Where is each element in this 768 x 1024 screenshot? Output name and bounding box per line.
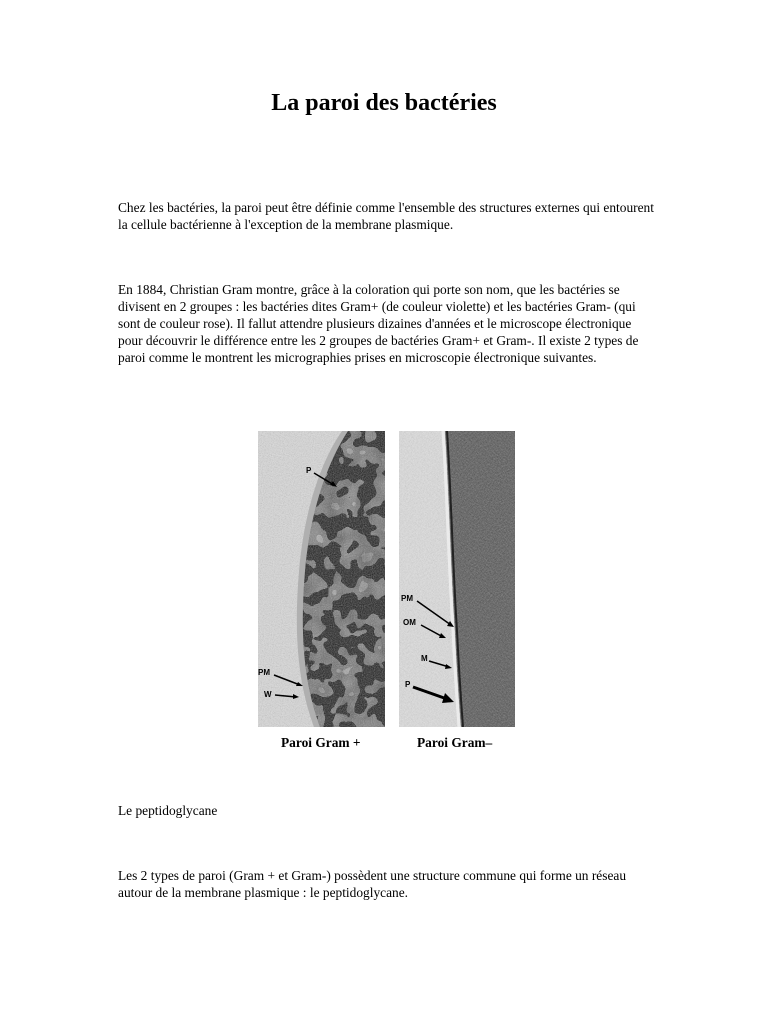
label-p: P — [306, 466, 312, 475]
label-pm: PM — [401, 594, 413, 603]
history-paragraph: En 1884, Christian Gram montre, grâce à la coloration qui porte son nom, que les bactéries se divisent en 2 groupes : les bactéries dites Gram+ (de couleur violette) et les bactéries Gram- (qui sont de couleur rose). Il fallut attendre plusieurs dizaines d'années et le microscope électronique pour découvrir le différence entre les 2 groupes de bactéries Gram+ et Gram-. Il existe 2 types de paroi comme le montrent les micrographies prises en microscopie électronique suivantes. — [118, 282, 639, 365]
micrograph-gram-positive — [258, 431, 385, 727]
micrograph-gram-negative — [399, 431, 515, 727]
label-w: W — [264, 690, 272, 699]
caption-gram-positive: Paroi Gram + — [281, 735, 361, 750]
label-om: OM — [403, 618, 416, 627]
label-m: M — [421, 654, 428, 663]
page-title: La paroi des bactéries — [271, 90, 497, 116]
caption-gram-negative: Paroi Gram– — [417, 735, 493, 750]
intro-paragraph: Chez les bactéries, la paroi peut être définie comme l'ensemble des structures externes qui entourent la cellule bactérienne à l'exception de la membrane plasmique. — [118, 200, 654, 232]
label-pm: PM — [258, 668, 270, 677]
peptidoglycane-paragraph: Les 2 types de paroi (Gram + et Gram-) possèdent une structure commune qui forme un réseau autour de la membrane plasmique : le peptidoglycane. — [118, 868, 627, 900]
section-heading: Le peptidoglycane — [118, 803, 218, 818]
label-p: P — [405, 680, 411, 689]
